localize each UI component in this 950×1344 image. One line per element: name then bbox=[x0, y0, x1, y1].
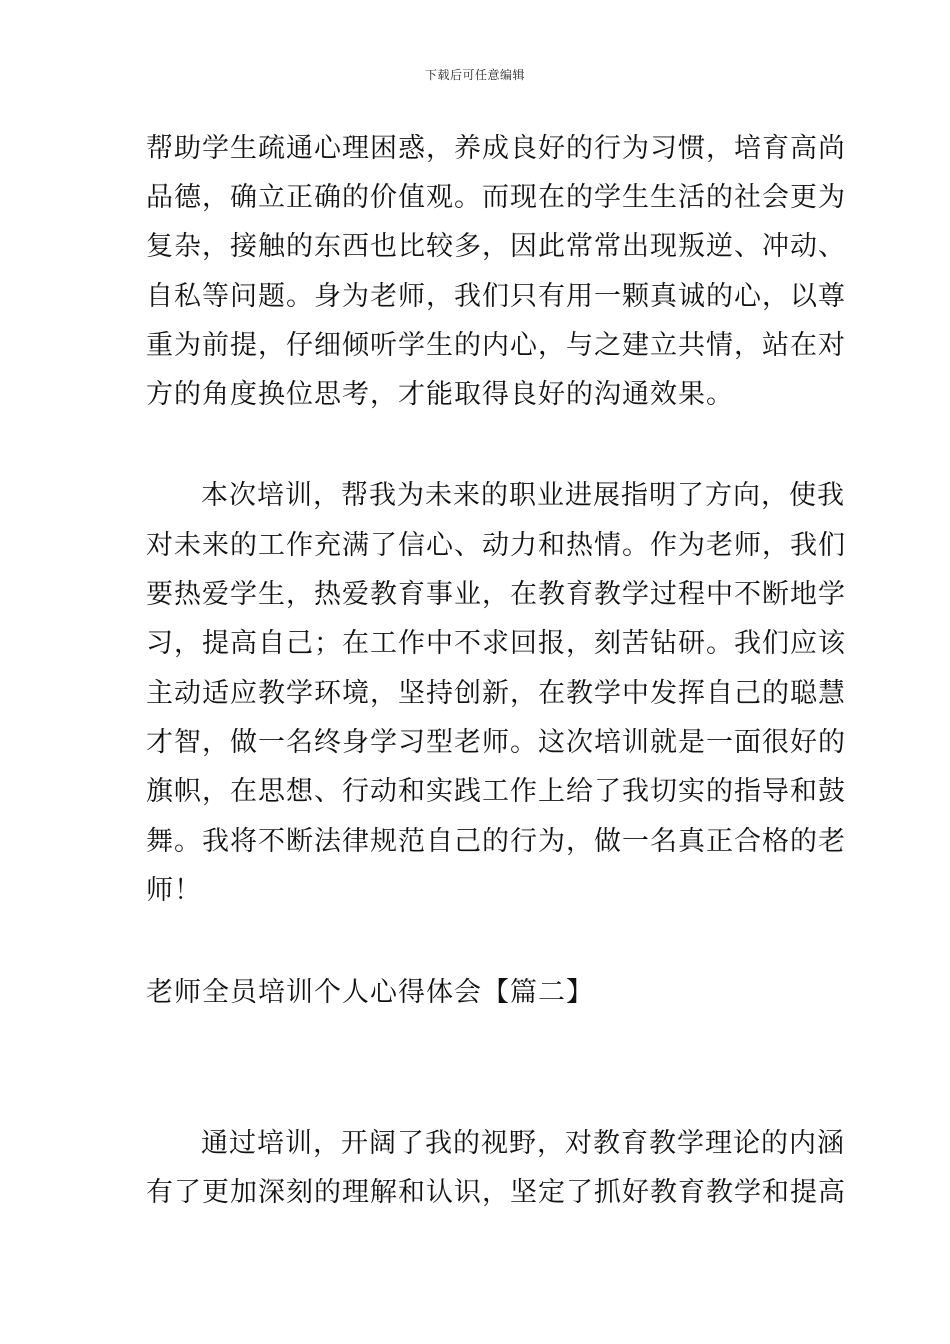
paragraph-line: 通过培训，开阔了我的视野，对教育教学理论的内涵 bbox=[201, 1128, 845, 1159]
paragraph-line: 要热爱学生，热爱教育事业，在教育教学过程中不断地学 bbox=[146, 579, 846, 610]
paragraph-line: 方的角度换位思考，才能取得良好的沟通效果。 bbox=[146, 379, 734, 410]
paragraph-line: 师！ bbox=[146, 875, 202, 906]
paragraph-line: 本次培训，帮我为未来的职业进展指明了方向，使我 bbox=[201, 480, 845, 511]
paragraph-line: 主动适应教学环境，坚持创新，在教学中发挥自己的聪慧 bbox=[146, 678, 846, 709]
paragraph-line: 有了更加深刻的理解和认识，坚定了抓好教育教学和提高 bbox=[146, 1177, 846, 1208]
paragraph-line: 舞。我将不断法律规范自己的行为，做一名真正合格的老 bbox=[146, 826, 846, 857]
paragraph-line: 旗帜，在思想、行动和实践工作上给了我切实的指导和鼓 bbox=[146, 776, 846, 807]
paragraph-line: 复杂，接触的东西也比较多，因此常常出现叛逆、冲动、 bbox=[146, 231, 846, 262]
paragraph-line: 重为前提，仔细倾听学生的内心，与之建立共情，站在对 bbox=[146, 330, 846, 361]
paragraph-line: 自私等问题。身为老师，我们只有用一颗真诚的心，以尊 bbox=[146, 281, 846, 312]
section-heading: 老师全员培训个人心得体会【篇二】 bbox=[146, 977, 594, 1008]
header-note: 下载后可任意编辑 bbox=[424, 68, 525, 82]
paragraph-line: 品德，确立正确的价值观。而现在的学生生活的社会更为 bbox=[146, 182, 846, 213]
paragraph-line: 才智，做一名终身学习型老师。这次培训就是一面很好的 bbox=[146, 727, 846, 758]
paragraph-line: 帮助学生疏通心理困惑，养成良好的行为习惯，培育高尚 bbox=[146, 133, 846, 164]
paragraph-line: 对未来的工作充满了信心、动力和热情。作为老师，我们 bbox=[146, 530, 846, 561]
paragraph-line: 习，提高自己；在工作中不求回报，刻苦钻研。我们应该 bbox=[146, 628, 846, 659]
